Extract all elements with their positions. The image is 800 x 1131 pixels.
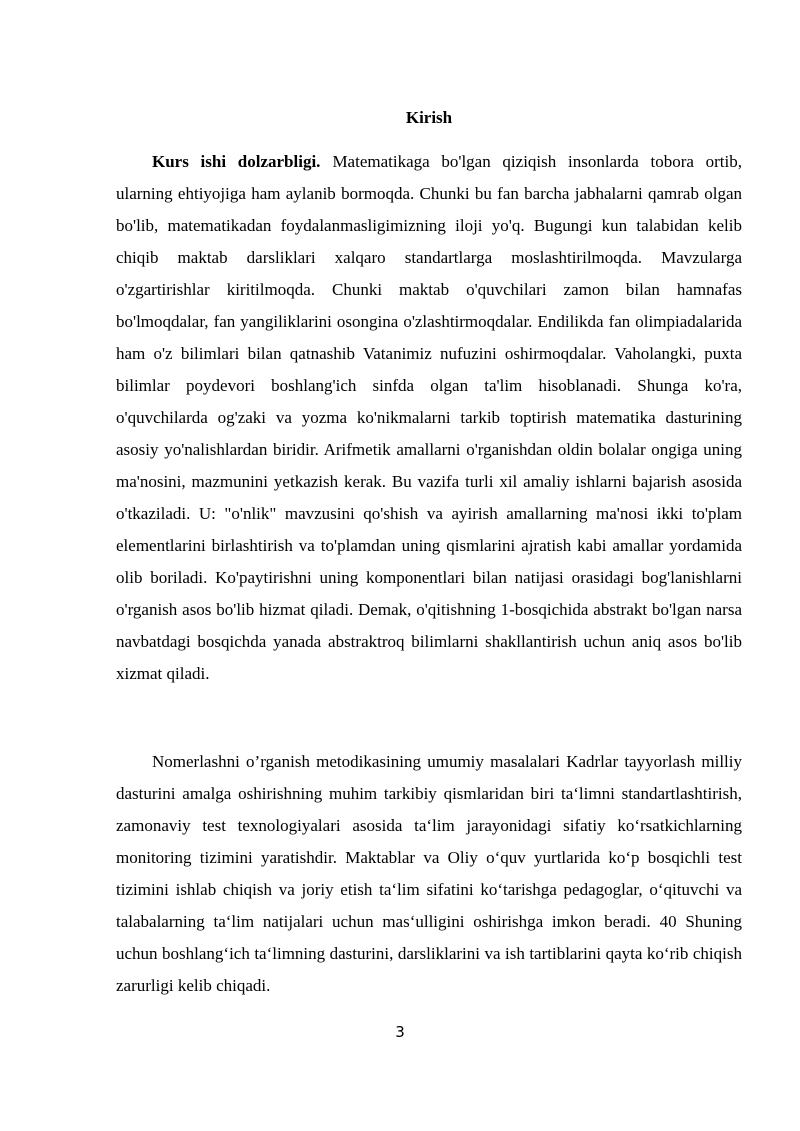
paragraph-lead: Kurs ishi dolzarbligi. (152, 152, 321, 171)
page-number: 3 (395, 1023, 405, 1041)
paragraph-relevance (116, 146, 742, 690)
paragraph-text: Nomerlashni o’rganish metodikasining umumiy masalalari Kadrlar tayyorlash milliy dasturini amalga oshirishning muhim tarkibiy qismlaridan biri ta‘limni standartlashtirish, zamonaviy test texnologiyalari asosida ta‘lim jarayonidagi sifatiy ko‘rsatkichlarning monitoring tizimini yaratishdir. Maktablar va Oliy o‘quv yurtlarida ko‘p bosqichli test tizimini ishlab chiqish va joriy etish ta‘lim sifatini ko‘tarishga pedagoglar, o‘qituvchi va talabalarning ta‘lim natijalari uchun mas‘ulligini oshirishga imkon beradi. 40 Shuning uchun boshlang‘ich ta‘limning dasturini, darsliklarini va ish tartiblarini qayta ko‘rib chiqish zarurligi kelib chiqadi. (116, 752, 742, 995)
paragraph-numbering (116, 746, 742, 1002)
paragraph-text: Matematikaga bo'lgan qiziqish insonlarda tobora ortib, ularning ehtiyojiga ham aylanib bormoqda. Chunki bu fan barcha jabhalarni qamrab olgan bo'lib, matematikadan foydalanmasligimizning iloji yo'q. Bugungi kun talabidan kelib chiqib maktab darsliklari xalqaro standartlarga moslashtirilmoqda. Mavzularga o'zgartirishlar kiritilmoqda. Chunki maktab o'quvchilari zamon bilan hamnafas bo'lmoqdalar, fan yangiliklarini osongina o'zlashtirmoqdalar. Endilikda fan olimpiadalarida ham o'z bilimlari bilan qatnashib Vatanimiz nufuzini oshirmoqdalar. Vaholangki, puxta bilimlar poydevori boshlang'ich sinfda olgan ta'lim hisoblanadi. Shunga ko'ra, o'quvchilarda og'zaki va yozma ko'nikmalarni tarkib toptirish matematika dasturining asosiy yo'nalishlardan biridir. Arifmetik amallarni o'rganishdan oldin bolalar ongiga uning ma'nosini, mazmunini yetkazish kerak. Bu vazifa turli xil amaliy ishlarni bajarish asosida o'tkaziladi. U: "o'nlik" mavzusini qo'shish va ayirish amallarning ma'nosi ikki to'plam elementlarini birlashtirish va to'plamdan uning qismlarini ajratish kabi amallar yordamida olib boriladi. Ko'paytirishni uning komponentlari bilan natijasi orasidagi bog'lanishlarni o'rganish asos bo'lib hizmat qiladi. Demak, o'qitishning 1-bosqichida abstrakt bo'lgan narsa navbatdagi bosqichda yanada abstraktroq bilimlarni shakllantirish uchun aniq asos bo'lib xizmat qiladi. (116, 152, 743, 683)
section-heading: Kirish (405, 108, 453, 127)
